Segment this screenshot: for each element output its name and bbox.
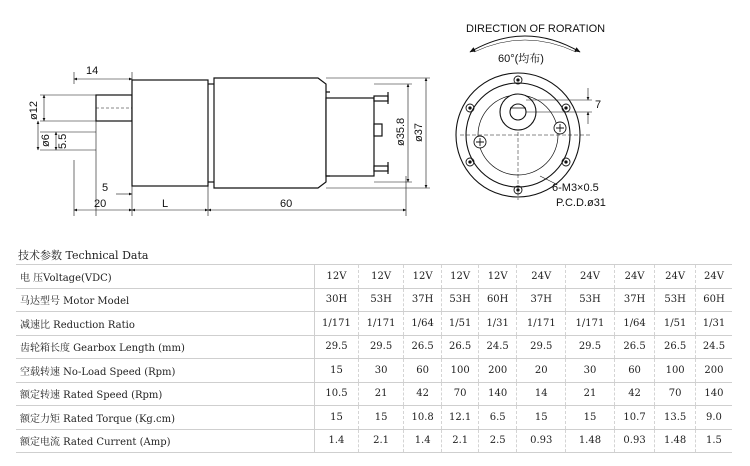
table-cell: 10.8 bbox=[403, 406, 442, 430]
terminal-top bbox=[374, 96, 388, 101]
table-cell: 12V bbox=[359, 265, 404, 289]
table-cell: 1/171 bbox=[359, 312, 404, 336]
table-cell: 12V bbox=[403, 265, 442, 289]
table-cell: 14 bbox=[517, 382, 566, 406]
dim-5: 5 bbox=[102, 182, 109, 194]
table-cell: 1/171 bbox=[314, 312, 359, 336]
motor-body bbox=[214, 78, 326, 188]
table-cell: 1/64 bbox=[614, 312, 655, 336]
table-cell: 24V bbox=[517, 265, 566, 289]
table-row bbox=[16, 359, 732, 383]
table-title: 技术参数 Technical Data bbox=[18, 249, 149, 262]
side-view bbox=[96, 78, 388, 188]
row-label: 电 压Voltage(VDC) bbox=[16, 265, 314, 289]
table-cell: 140 bbox=[695, 382, 732, 406]
table-cell: 70 bbox=[442, 382, 479, 406]
table-cell: 140 bbox=[478, 382, 517, 406]
table-cell: 37H bbox=[403, 288, 442, 312]
front-view bbox=[456, 73, 590, 200]
technical-data-table bbox=[16, 264, 732, 453]
table-cell: 24V bbox=[566, 265, 615, 289]
table-row bbox=[16, 312, 732, 336]
rotation-arrows bbox=[470, 36, 580, 52]
table-cell: 0.93 bbox=[614, 429, 655, 453]
table-row bbox=[16, 288, 732, 312]
table-cell: 26.5 bbox=[442, 335, 479, 359]
table-cell: 26.5 bbox=[655, 335, 696, 359]
dim-d37: ø37 bbox=[413, 123, 425, 142]
row-label: 马达型号 Motor Model bbox=[16, 288, 314, 312]
table-cell: 24V bbox=[655, 265, 696, 289]
pcd-note: P.C.D.ø31 bbox=[556, 197, 606, 209]
table-cell: 15 bbox=[566, 406, 615, 430]
table-cell: 15 bbox=[314, 359, 359, 383]
dim-14: 14 bbox=[86, 65, 99, 77]
motor-end-cap bbox=[326, 98, 374, 176]
table-cell: 15 bbox=[517, 406, 566, 430]
table-cell: 2.1 bbox=[359, 429, 404, 453]
dim-d12: ø12 bbox=[28, 101, 40, 120]
dim-5-5: 5.5 bbox=[57, 133, 69, 149]
table-row bbox=[16, 265, 732, 289]
table-cell: 37H bbox=[614, 288, 655, 312]
table-cell: 42 bbox=[403, 382, 442, 406]
table-cell: 200 bbox=[695, 359, 732, 383]
table-cell: 24.5 bbox=[695, 335, 732, 359]
table-cell: 1/51 bbox=[442, 312, 479, 336]
table-cell: 53H bbox=[442, 288, 479, 312]
table-cell: 200 bbox=[478, 359, 517, 383]
table-cell: 60 bbox=[403, 359, 442, 383]
table-cell: 42 bbox=[614, 382, 655, 406]
row-label: 齿轮箱长度 Gearbox Length (mm) bbox=[16, 335, 314, 359]
table-row bbox=[16, 406, 732, 430]
table-cell: 26.5 bbox=[614, 335, 655, 359]
dim-d35-8: ø35.8 bbox=[395, 117, 407, 146]
table-cell: 20 bbox=[517, 359, 566, 383]
table-cell: 21 bbox=[359, 382, 404, 406]
angle-label: 60°(均布) bbox=[498, 53, 544, 65]
table-cell: 1.4 bbox=[314, 429, 359, 453]
table-cell: 12V bbox=[478, 265, 517, 289]
table-cell: 1/31 bbox=[695, 312, 732, 336]
table-cell: 0.93 bbox=[517, 429, 566, 453]
table-cell: 24.5 bbox=[478, 335, 517, 359]
terminal-bottom bbox=[374, 166, 388, 171]
table-row bbox=[16, 335, 732, 359]
table-cell: 29.5 bbox=[314, 335, 359, 359]
table-cell: 12V bbox=[442, 265, 479, 289]
table-cell: 1/51 bbox=[655, 312, 696, 336]
table-cell: 26.5 bbox=[403, 335, 442, 359]
table-cell: 100 bbox=[655, 359, 696, 383]
table-cell: 21 bbox=[566, 382, 615, 406]
table-cell: 2.5 bbox=[478, 429, 517, 453]
row-label: 减速比 Reduction Ratio bbox=[16, 312, 314, 336]
table-cell: 1.48 bbox=[655, 429, 696, 453]
table-cell: 2.1 bbox=[442, 429, 479, 453]
table-cell: 24V bbox=[695, 265, 732, 289]
table-row bbox=[16, 429, 732, 453]
table-cell: 1.5 bbox=[695, 429, 732, 453]
table-cell: 1.48 bbox=[566, 429, 615, 453]
brush-holder bbox=[374, 124, 382, 136]
table-cell: 29.5 bbox=[566, 335, 615, 359]
table-cell: 6.5 bbox=[478, 406, 517, 430]
table-cell: 1/31 bbox=[478, 312, 517, 336]
table-cell: 53H bbox=[359, 288, 404, 312]
dim-60: 60 bbox=[280, 198, 293, 210]
table-cell: 13.5 bbox=[655, 406, 696, 430]
table-row bbox=[16, 382, 732, 406]
table-cell: 10.7 bbox=[614, 406, 655, 430]
table-cell: 1/64 bbox=[403, 312, 442, 336]
table-cell: 37H bbox=[517, 288, 566, 312]
dim-L: L bbox=[162, 198, 169, 210]
table-cell: 15 bbox=[359, 406, 404, 430]
table-cell: 10.5 bbox=[314, 382, 359, 406]
table-cell: 24V bbox=[614, 265, 655, 289]
table-cell: 15 bbox=[314, 406, 359, 430]
row-label: 额定力矩 Rated Torque (Kg.cm) bbox=[16, 406, 314, 430]
table-cell: 12.1 bbox=[442, 406, 479, 430]
table-cell: 12V bbox=[314, 265, 359, 289]
table-cell: 30 bbox=[566, 359, 615, 383]
table-cell: 70 bbox=[655, 382, 696, 406]
thread-note: 6-M3×0.5 bbox=[552, 182, 599, 194]
table-cell: 1/171 bbox=[566, 312, 615, 336]
gearbox-body bbox=[132, 80, 208, 186]
table-cell: 53H bbox=[655, 288, 696, 312]
dim-7: 7 bbox=[595, 99, 602, 111]
dim-d6: ø6 bbox=[40, 134, 52, 147]
table-cell: 29.5 bbox=[517, 335, 566, 359]
table-cell: 1/171 bbox=[517, 312, 566, 336]
direction-title: DIRECTION OF RORATION bbox=[466, 23, 606, 35]
row-label: 额定转速 Rated Speed (Rpm) bbox=[16, 382, 314, 406]
table-cell: 30 bbox=[359, 359, 404, 383]
table-cell: 9.0 bbox=[695, 406, 732, 430]
table-cell: 60 bbox=[614, 359, 655, 383]
table-cell: 60H bbox=[478, 288, 517, 312]
table-cell: 53H bbox=[566, 288, 615, 312]
table-cell: 1.4 bbox=[403, 429, 442, 453]
row-label: 额定电流 Rated Current (Amp) bbox=[16, 429, 314, 453]
row-label: 空载转速 No-Load Speed (Rpm) bbox=[16, 359, 314, 383]
table-cell: 29.5 bbox=[359, 335, 404, 359]
table-cell: 30H bbox=[314, 288, 359, 312]
table-cell: 100 bbox=[442, 359, 479, 383]
table-cell: 60H bbox=[695, 288, 732, 312]
dim-20: 20 bbox=[94, 198, 107, 210]
